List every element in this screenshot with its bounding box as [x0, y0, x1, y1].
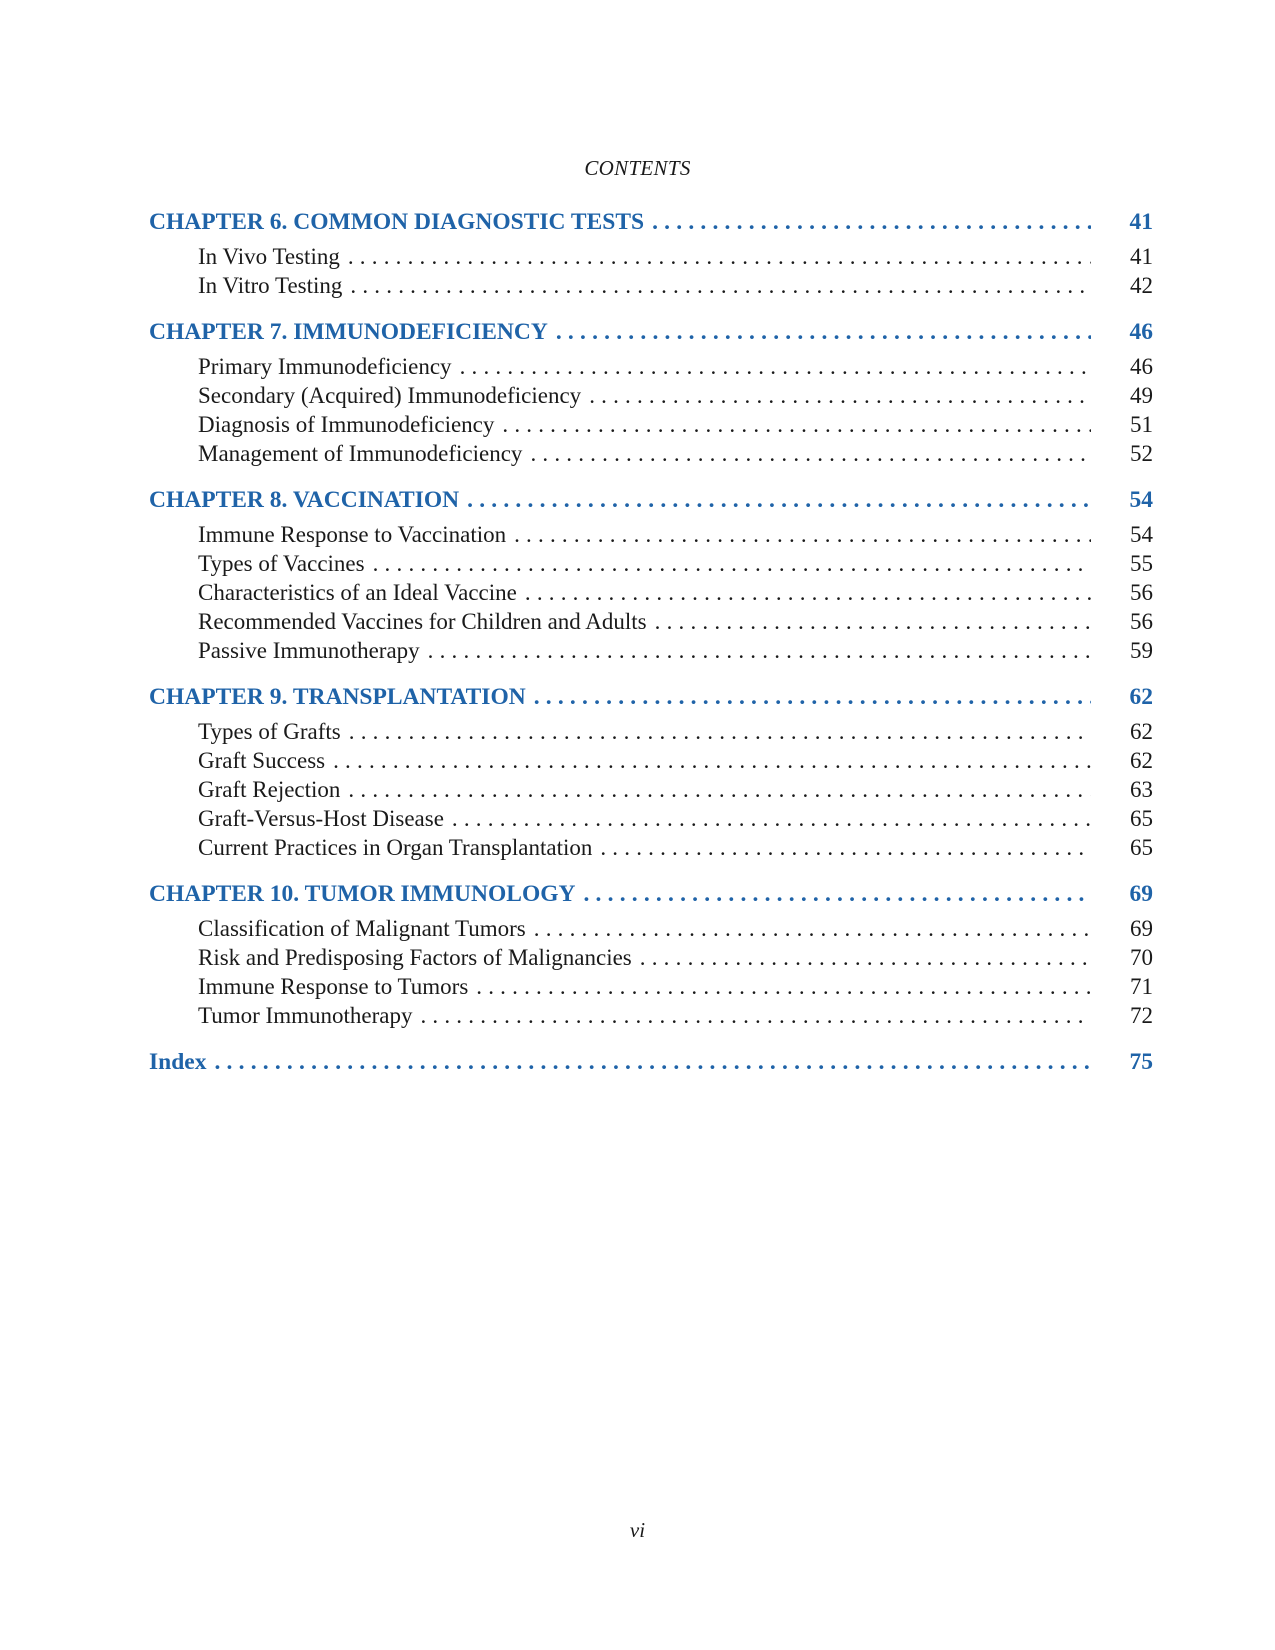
section-page: 69	[1130, 916, 1153, 941]
section-title: Immune Response to Vaccination	[198, 522, 507, 547]
section-page: 56	[1130, 580, 1153, 605]
section-entry[interactable]	[149, 578, 1153, 607]
dot-leader	[534, 679, 1091, 715]
chapter-6	[149, 204, 1153, 300]
chapter-10	[149, 876, 1153, 1030]
dot-leader	[476, 972, 1091, 1001]
chapter-9	[149, 679, 1153, 862]
chapter-page: 46	[1129, 319, 1153, 345]
section-title: Graft Success	[198, 748, 326, 773]
section-title: Graft Rejection	[198, 777, 341, 802]
section-title: In Vitro Testing	[198, 273, 343, 298]
dot-leader	[349, 717, 1091, 746]
section-title: Management of Immunodeficiency	[198, 441, 523, 466]
chapter-page: 41	[1129, 209, 1153, 235]
section-page: 42	[1130, 273, 1153, 298]
section-page: 71	[1130, 974, 1153, 999]
section-page: 70	[1130, 945, 1153, 970]
section-title: In Vivo Testing	[198, 244, 340, 269]
section-entry[interactable]	[149, 1001, 1153, 1030]
dot-leader	[589, 381, 1091, 410]
section-entry[interactable]	[149, 746, 1153, 775]
chapter-heading[interactable]	[149, 204, 1153, 240]
section-title: Passive Immunotherapy	[198, 638, 420, 663]
chapter-page: 62	[1129, 684, 1153, 710]
page-header: CONTENTS	[584, 156, 691, 180]
section-page: 72	[1130, 1003, 1153, 1028]
chapter-title: CHAPTER 10. TUMOR IMMUNOLOGY	[149, 881, 576, 907]
section-page: 62	[1130, 719, 1153, 744]
section-title: Tumor Immunotherapy	[198, 1003, 413, 1028]
chapter-7	[149, 314, 1153, 468]
dot-leader	[373, 549, 1091, 578]
section-entry[interactable]	[149, 914, 1153, 943]
dot-leader	[502, 410, 1091, 439]
section-page: 52	[1130, 441, 1153, 466]
section-title: Recommended Vaccines for Children and Adults	[198, 609, 647, 634]
section-title: Types of Vaccines	[198, 551, 365, 576]
section-entry[interactable]	[149, 607, 1153, 636]
dot-leader	[467, 482, 1091, 518]
dot-leader	[640, 943, 1091, 972]
section-page: 59	[1130, 638, 1153, 663]
dot-leader	[452, 804, 1091, 833]
dot-leader	[534, 914, 1091, 943]
section-title: Diagnosis of Immunodeficiency	[198, 412, 495, 437]
section-entry[interactable]	[149, 549, 1153, 578]
section-entry[interactable]	[149, 775, 1153, 804]
chapter-page: 54	[1129, 487, 1153, 513]
page-number: vi	[629, 1518, 646, 1542]
section-title: Graft-Versus-Host Disease	[198, 806, 444, 831]
section-entry[interactable]	[149, 439, 1153, 468]
section-page: 46	[1130, 354, 1153, 379]
dot-leader	[460, 352, 1091, 381]
chapter-title: CHAPTER 8. VACCINATION	[149, 487, 460, 513]
chapter-title: CHAPTER 9. TRANSPLANTATION	[149, 684, 526, 710]
section-page: 49	[1130, 383, 1153, 408]
section-page: 51	[1130, 412, 1153, 437]
section-title: Types of Grafts	[198, 719, 341, 744]
section-entry[interactable]	[149, 717, 1153, 746]
section-title: Current Practices in Organ Transplantation	[198, 835, 593, 860]
section-page: 62	[1130, 748, 1153, 773]
section-entry[interactable]	[149, 833, 1153, 862]
dot-leader	[428, 636, 1091, 665]
section-page: 54	[1130, 522, 1153, 547]
dot-leader	[556, 314, 1091, 350]
chapter-title: CHAPTER 7. IMMUNODEFICIENCY	[149, 319, 548, 345]
section-entry[interactable]	[149, 242, 1153, 271]
dot-leader	[214, 1044, 1091, 1080]
dot-leader	[530, 439, 1091, 468]
section-entry[interactable]	[149, 381, 1153, 410]
section-page: 65	[1130, 806, 1153, 831]
chapter-heading[interactable]	[149, 876, 1153, 912]
chapter-title: CHAPTER 6. COMMON DIAGNOSTIC TESTS	[149, 209, 645, 235]
dot-leader	[655, 607, 1091, 636]
section-entry[interactable]	[149, 410, 1153, 439]
table-of-contents	[149, 204, 1153, 1080]
dot-leader	[333, 746, 1091, 775]
section-page: 63	[1130, 777, 1153, 802]
dot-leader	[420, 1001, 1091, 1030]
dot-leader	[652, 204, 1091, 240]
section-page: 65	[1130, 835, 1153, 860]
chapter-8	[149, 482, 1153, 665]
section-entry[interactable]	[149, 943, 1153, 972]
section-page: 41	[1130, 244, 1153, 269]
section-title: Classification of Malignant Tumors	[198, 916, 526, 941]
section-entry[interactable]	[149, 352, 1153, 381]
section-entry[interactable]	[149, 520, 1153, 549]
index-title: Index	[149, 1049, 207, 1075]
section-entry[interactable]	[149, 271, 1153, 300]
section-title: Immune Response to Tumors	[198, 974, 469, 999]
chapter-page: 69	[1129, 881, 1153, 907]
chapter-heading[interactable]	[149, 314, 1153, 350]
section-entry[interactable]	[149, 972, 1153, 1001]
dot-leader	[348, 775, 1091, 804]
section-title: Primary Immunodeficiency	[198, 354, 452, 379]
chapter-heading[interactable]	[149, 482, 1153, 518]
index-page: 75	[1129, 1049, 1153, 1075]
chapter-heading[interactable]	[149, 679, 1153, 715]
section-title: Secondary (Acquired) Immunodeficiency	[198, 383, 582, 408]
dot-leader	[583, 876, 1091, 912]
section-title: Risk and Predisposing Factors of Malignancies	[198, 945, 632, 970]
dot-leader	[514, 520, 1091, 549]
section-entry[interactable]	[149, 636, 1153, 665]
index-entry[interactable]	[149, 1044, 1153, 1080]
dot-leader	[600, 833, 1091, 862]
section-entry[interactable]	[149, 804, 1153, 833]
section-page: 55	[1130, 551, 1153, 576]
dot-leader	[350, 271, 1091, 300]
dot-leader	[525, 578, 1091, 607]
section-title: Characteristics of an Ideal Vaccine	[198, 580, 517, 605]
section-page: 56	[1130, 609, 1153, 634]
dot-leader	[348, 242, 1091, 271]
